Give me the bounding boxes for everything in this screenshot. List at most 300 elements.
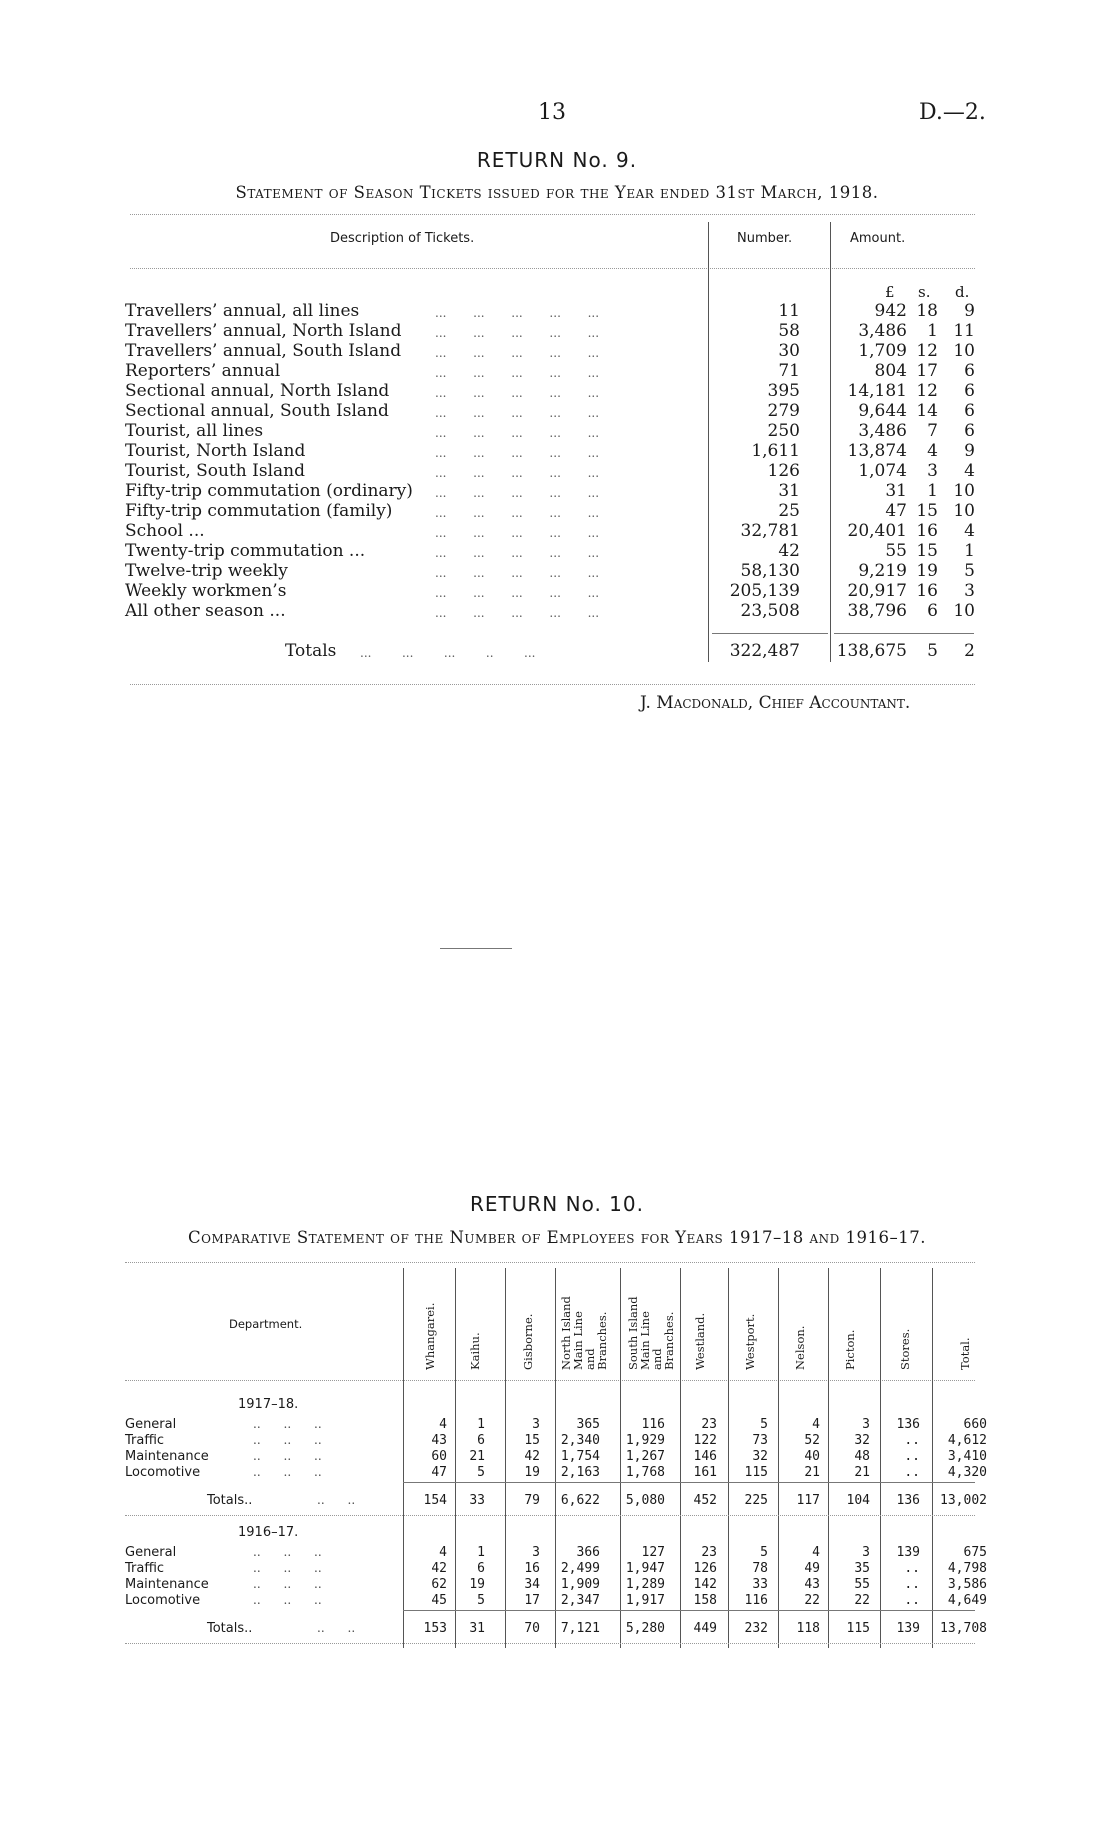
cell-value: 40 bbox=[804, 1449, 820, 1464]
amount-pounds: 14,181 bbox=[847, 381, 907, 401]
total-value: 70 bbox=[524, 1621, 540, 1636]
totals-pounds: 138,675 bbox=[836, 641, 907, 661]
col-number-header: Number. bbox=[737, 231, 793, 246]
subtotal-rule bbox=[403, 1610, 975, 1611]
totals-number: 322,487 bbox=[729, 641, 800, 661]
cell-value: 3 bbox=[532, 1417, 540, 1432]
cell-value: 136 bbox=[896, 1417, 920, 1432]
cell-value: 5 bbox=[477, 1593, 485, 1608]
cell-value: 146 bbox=[693, 1449, 717, 1464]
col-amount-header: Amount. bbox=[850, 231, 906, 246]
cell-value: 122 bbox=[693, 1433, 717, 1448]
total-value: 225 bbox=[744, 1493, 768, 1508]
cell-value: 19 bbox=[469, 1577, 485, 1592]
amount-shillings: 14 bbox=[916, 401, 938, 421]
totals-label: Totals bbox=[285, 641, 337, 661]
cell-value: 142 bbox=[693, 1577, 717, 1592]
cell-value: 3,410 bbox=[947, 1449, 987, 1464]
return9-row bbox=[125, 321, 975, 341]
amount-pence: 6 bbox=[964, 381, 975, 401]
ticket-number: 32,781 bbox=[740, 521, 800, 541]
employee-row bbox=[125, 1448, 985, 1465]
ticket-number: 30 bbox=[778, 341, 800, 361]
ticket-description: Twenty-trip commutation ... bbox=[125, 541, 366, 561]
cell-value: .. bbox=[904, 1449, 920, 1464]
rule bbox=[130, 268, 975, 269]
totals-shillings: 5 bbox=[927, 641, 938, 661]
year-heading: 1917–18. bbox=[238, 1397, 299, 1412]
return9-row bbox=[125, 521, 975, 541]
cell-value: 116 bbox=[641, 1417, 665, 1432]
amount-shillings: 19 bbox=[916, 561, 938, 581]
leader-dots: ... ... ... ... ... bbox=[435, 486, 600, 500]
ticket-description: Travellers’ annual, South Island bbox=[125, 341, 402, 361]
amount-shillings: 1 bbox=[927, 321, 938, 341]
year-heading: 1916–17. bbox=[238, 1525, 299, 1540]
ticket-description: Tourist, North Island bbox=[125, 441, 306, 461]
total-value: 118 bbox=[796, 1621, 820, 1636]
column-header bbox=[945, 1270, 985, 1370]
amount-pounds: 9,644 bbox=[858, 401, 907, 421]
amount-shillings: 18 bbox=[916, 301, 938, 321]
leader-dots: ... ... ... ... ... bbox=[435, 566, 600, 580]
amount-shillings: 12 bbox=[916, 381, 938, 401]
leader-dots: ... ... ... ... ... bbox=[435, 606, 600, 620]
return9-row bbox=[125, 341, 975, 361]
unit-pounds: £ bbox=[885, 283, 895, 301]
cell-value: 116 bbox=[744, 1593, 768, 1608]
cell-value: 126 bbox=[693, 1561, 717, 1576]
cell-value: 6 bbox=[477, 1433, 485, 1448]
leader-dots: ... ... ... .. ... bbox=[360, 646, 536, 660]
rule bbox=[130, 214, 975, 215]
ticket-number: 205,139 bbox=[729, 581, 800, 601]
cell-value: 19 bbox=[524, 1465, 540, 1480]
rule bbox=[125, 1262, 975, 1263]
leader-dots: .. .. .. bbox=[253, 1433, 322, 1447]
department-label: Maintenance bbox=[125, 1577, 209, 1592]
ticket-number: 42 bbox=[778, 541, 800, 561]
total-value: 33 bbox=[469, 1493, 485, 1508]
column-header-label: Picton. bbox=[843, 1329, 857, 1370]
ticket-number: 1,611 bbox=[751, 441, 800, 461]
amount-pence: 9 bbox=[964, 301, 975, 321]
cell-value: 675 bbox=[963, 1545, 987, 1560]
column-header bbox=[410, 1270, 450, 1370]
cell-value: .. bbox=[904, 1593, 920, 1608]
return9-row bbox=[125, 541, 975, 561]
amount-shillings: 1 bbox=[927, 481, 938, 501]
col-description-header: Description of Tickets. bbox=[330, 231, 475, 246]
return9-row bbox=[125, 441, 975, 461]
leader-dots: .. .. .. bbox=[253, 1449, 322, 1463]
total-value: 452 bbox=[693, 1493, 717, 1508]
column-header-label: Whangarei. bbox=[423, 1302, 437, 1370]
amount-pounds: 31 bbox=[885, 481, 907, 501]
totals-pence: 2 bbox=[964, 641, 975, 661]
column-header-label: Westland. bbox=[693, 1312, 707, 1370]
department-label: General bbox=[125, 1545, 177, 1560]
cell-value: 5 bbox=[760, 1417, 768, 1432]
amount-shillings: 7 bbox=[927, 421, 938, 441]
cell-value: 660 bbox=[963, 1417, 987, 1432]
cell-value: 62 bbox=[431, 1577, 447, 1592]
cell-value: 366 bbox=[576, 1545, 600, 1560]
amount-pence: 4 bbox=[964, 461, 975, 481]
cell-value: 16 bbox=[524, 1561, 540, 1576]
cell-value: 2,347 bbox=[560, 1593, 600, 1608]
leader-dots: .. .. .. bbox=[253, 1417, 322, 1431]
document-reference: D.—2. bbox=[919, 100, 986, 125]
amount-pence: 11 bbox=[953, 321, 975, 341]
unit-shillings: s. bbox=[918, 283, 931, 301]
cell-value: 6 bbox=[477, 1561, 485, 1576]
return9-row bbox=[125, 601, 975, 621]
return9-row bbox=[125, 481, 975, 501]
cell-value: 4,649 bbox=[947, 1593, 987, 1608]
totals-row bbox=[125, 1492, 985, 1509]
cell-value: 161 bbox=[693, 1465, 717, 1480]
total-value: 104 bbox=[846, 1493, 870, 1508]
column-header-label: North Island Main Line and Branches. bbox=[559, 1296, 609, 1370]
ticket-description: Tourist, South Island bbox=[125, 461, 305, 481]
ticket-description: Travellers’ annual, North Island bbox=[125, 321, 402, 341]
total-value: 153 bbox=[423, 1621, 447, 1636]
ticket-description: Reporters’ annual bbox=[125, 361, 281, 381]
ticket-number: 58,130 bbox=[740, 561, 800, 581]
cell-value: 22 bbox=[804, 1593, 820, 1608]
cell-value: 42 bbox=[431, 1561, 447, 1576]
leader-dots: ... ... ... ... ... bbox=[435, 526, 600, 540]
amount-pounds: 47 bbox=[885, 501, 907, 521]
subtotal-rule bbox=[403, 1482, 975, 1483]
amount-pounds: 1,709 bbox=[858, 341, 907, 361]
return9-subtitle: Statement of Season Tickets issued for the Year ended 31st March, 1918. bbox=[235, 183, 879, 202]
return9-row bbox=[125, 561, 975, 581]
ticket-description: Weekly workmen’s bbox=[125, 581, 287, 601]
leader-dots: .. .. .. bbox=[253, 1465, 322, 1479]
cell-value: 52 bbox=[804, 1433, 820, 1448]
cell-value: 34 bbox=[524, 1577, 540, 1592]
leader-dots: ... ... ... ... ... bbox=[435, 466, 600, 480]
cell-value: 4 bbox=[439, 1545, 447, 1560]
amount-pence: 10 bbox=[953, 601, 975, 621]
total-value: 13,708 bbox=[940, 1621, 987, 1636]
cell-value: 1,917 bbox=[625, 1593, 665, 1608]
ticket-description: Tourist, all lines bbox=[125, 421, 264, 441]
cell-value: 4,798 bbox=[947, 1561, 987, 1576]
amount-pounds: 13,874 bbox=[847, 441, 907, 461]
ticket-number: 25 bbox=[778, 501, 800, 521]
return9-title: RETURN No. 9. bbox=[476, 148, 638, 172]
leader-dots: ... ... ... ... ... bbox=[435, 366, 600, 380]
cell-value: 1,929 bbox=[625, 1433, 665, 1448]
leader-dots: ... ... ... ... ... bbox=[435, 306, 600, 320]
ticket-description: School ... bbox=[125, 521, 205, 541]
cell-value: 5 bbox=[760, 1545, 768, 1560]
column-header bbox=[780, 1270, 820, 1370]
total-value: 7,121 bbox=[560, 1621, 600, 1636]
ticket-number: 279 bbox=[767, 401, 800, 421]
total-value: 139 bbox=[896, 1621, 920, 1636]
leader-dots: .. .. .. bbox=[253, 1593, 322, 1607]
rule bbox=[125, 1643, 975, 1644]
cell-value: 35 bbox=[854, 1561, 870, 1576]
cell-value: 21 bbox=[854, 1465, 870, 1480]
ticket-description: Sectional annual, North Island bbox=[125, 381, 390, 401]
cell-value: 17 bbox=[524, 1593, 540, 1608]
total-value: 13,002 bbox=[940, 1493, 987, 1508]
amount-pounds: 3,486 bbox=[858, 421, 907, 441]
cell-value: 21 bbox=[469, 1449, 485, 1464]
amount-pence: 10 bbox=[953, 341, 975, 361]
return9-row bbox=[125, 361, 975, 381]
leader-dots: .. .. bbox=[317, 1493, 356, 1507]
employee-row bbox=[125, 1432, 985, 1449]
cell-value: 4 bbox=[439, 1417, 447, 1432]
cell-value: 4 bbox=[812, 1545, 820, 1560]
amount-shillings: 15 bbox=[916, 541, 938, 561]
cell-value: 1,289 bbox=[625, 1577, 665, 1592]
column-header bbox=[885, 1270, 925, 1370]
department-label: Traffic bbox=[125, 1433, 165, 1448]
ticket-description: Fifty-trip commutation (ordinary) bbox=[125, 481, 413, 501]
amount-pounds: 20,917 bbox=[847, 581, 907, 601]
rule bbox=[125, 1380, 975, 1381]
column-header bbox=[455, 1270, 495, 1370]
employee-row bbox=[125, 1464, 985, 1481]
leader-dots: ... ... ... ... ... bbox=[435, 326, 600, 340]
leader-dots: ... ... ... ... ... bbox=[435, 386, 600, 400]
cell-value: 1,267 bbox=[625, 1449, 665, 1464]
column-header-label: South Island Main Line and Branches. bbox=[626, 1296, 676, 1370]
cell-value: 55 bbox=[854, 1577, 870, 1592]
amount-pounds: 3,486 bbox=[858, 321, 907, 341]
cell-value: .. bbox=[904, 1433, 920, 1448]
column-header-label: Westport. bbox=[743, 1313, 757, 1370]
column-header bbox=[730, 1270, 770, 1370]
total-value: 449 bbox=[693, 1621, 717, 1636]
cell-value: 4 bbox=[812, 1417, 820, 1432]
amount-pounds: 804 bbox=[874, 361, 907, 381]
return9-row bbox=[125, 501, 975, 521]
amount-pounds: 20,401 bbox=[847, 521, 907, 541]
cell-value: 1 bbox=[477, 1545, 485, 1560]
employee-row bbox=[125, 1560, 985, 1577]
amount-pence: 6 bbox=[964, 421, 975, 441]
cell-value: 23 bbox=[701, 1545, 717, 1560]
leader-dots: ... ... ... ... ... bbox=[435, 406, 600, 420]
unit-pence: d. bbox=[955, 283, 970, 301]
cell-value: 43 bbox=[804, 1577, 820, 1592]
amount-pence: 9 bbox=[964, 441, 975, 461]
cell-value: 21 bbox=[804, 1465, 820, 1480]
total-value: 5,280 bbox=[625, 1621, 665, 1636]
cell-value: 49 bbox=[804, 1561, 820, 1576]
amount-pence: 6 bbox=[964, 401, 975, 421]
amount-shillings: 4 bbox=[927, 441, 938, 461]
cell-value: 73 bbox=[752, 1433, 768, 1448]
amount-pence: 10 bbox=[953, 481, 975, 501]
cell-value: 1,754 bbox=[560, 1449, 600, 1464]
return10-title: RETURN No. 10. bbox=[470, 1192, 644, 1216]
leader-dots: ... ... ... ... ... bbox=[435, 426, 600, 440]
ticket-description: Twelve-trip weekly bbox=[125, 561, 288, 581]
cell-value: 4,320 bbox=[947, 1465, 987, 1480]
cell-value: 32 bbox=[752, 1449, 768, 1464]
cell-value: 115 bbox=[744, 1465, 768, 1480]
column-header-label: Stores. bbox=[898, 1328, 912, 1370]
cell-value: 4,612 bbox=[947, 1433, 987, 1448]
totals-label: Totals.. bbox=[207, 1493, 253, 1508]
cell-value: 1,768 bbox=[625, 1465, 665, 1480]
leader-dots: .. .. .. bbox=[253, 1545, 322, 1559]
leader-dots: .. .. bbox=[317, 1621, 356, 1635]
amount-pence: 5 bbox=[964, 561, 975, 581]
return9-row bbox=[125, 581, 975, 601]
employee-row bbox=[125, 1416, 985, 1433]
ticket-number: 23,508 bbox=[740, 601, 800, 621]
cell-value: 33 bbox=[752, 1577, 768, 1592]
section-separator bbox=[440, 948, 512, 949]
cell-value: 15 bbox=[524, 1433, 540, 1448]
total-value: 117 bbox=[796, 1493, 820, 1508]
department-label: General bbox=[125, 1417, 177, 1432]
cell-value: 3 bbox=[862, 1417, 870, 1432]
leader-dots: .. .. .. bbox=[253, 1561, 322, 1575]
employee-row bbox=[125, 1576, 985, 1593]
leader-dots: ... ... ... ... ... bbox=[435, 546, 600, 560]
cell-value: 5 bbox=[477, 1465, 485, 1480]
totals-row bbox=[125, 1620, 985, 1637]
cell-value: 3 bbox=[532, 1545, 540, 1560]
cell-value: 365 bbox=[576, 1417, 600, 1432]
leader-dots: ... ... ... ... ... bbox=[435, 346, 600, 360]
department-label: Locomotive bbox=[125, 1593, 201, 1608]
return9-totals-row bbox=[125, 641, 975, 661]
employee-row bbox=[125, 1592, 985, 1609]
cell-value: 60 bbox=[431, 1449, 447, 1464]
amount-pence: 1 bbox=[964, 541, 975, 561]
amount-pence: 4 bbox=[964, 521, 975, 541]
column-header-label: Kaihu. bbox=[468, 1332, 482, 1370]
department-label: Traffic bbox=[125, 1561, 165, 1576]
cell-value: 2,163 bbox=[560, 1465, 600, 1480]
cell-value: 42 bbox=[524, 1449, 540, 1464]
cell-value: 158 bbox=[693, 1593, 717, 1608]
totals-rule bbox=[834, 633, 974, 634]
amount-pounds: 38,796 bbox=[847, 601, 907, 621]
amount-shillings: 6 bbox=[927, 601, 938, 621]
column-header bbox=[830, 1270, 870, 1370]
ticket-number: 250 bbox=[767, 421, 800, 441]
column-header bbox=[625, 1270, 676, 1370]
return9-row bbox=[125, 301, 975, 321]
ticket-number: 31 bbox=[778, 481, 800, 501]
cell-value: 127 bbox=[641, 1545, 665, 1560]
amount-shillings: 12 bbox=[916, 341, 938, 361]
cell-value: .. bbox=[904, 1577, 920, 1592]
totals-rule bbox=[712, 633, 828, 634]
cell-value: 22 bbox=[854, 1593, 870, 1608]
total-value: 136 bbox=[896, 1493, 920, 1508]
return9-row bbox=[125, 401, 975, 421]
column-header bbox=[508, 1270, 548, 1370]
leader-dots: .. .. .. bbox=[253, 1577, 322, 1591]
return9-row bbox=[125, 461, 975, 481]
cell-value: 2,340 bbox=[560, 1433, 600, 1448]
ticket-description: Sectional annual, South Island bbox=[125, 401, 389, 421]
leader-dots: ... ... ... ... ... bbox=[435, 446, 600, 460]
employee-row bbox=[125, 1544, 985, 1561]
cell-value: 1,947 bbox=[625, 1561, 665, 1576]
page-number: 13 bbox=[538, 100, 566, 125]
cell-value: 32 bbox=[854, 1433, 870, 1448]
amount-pounds: 942 bbox=[874, 301, 907, 321]
cell-value: .. bbox=[904, 1561, 920, 1576]
department-label: Maintenance bbox=[125, 1449, 209, 1464]
amount-shillings: 17 bbox=[916, 361, 938, 381]
department-label: Locomotive bbox=[125, 1465, 201, 1480]
amount-shillings: 16 bbox=[916, 521, 938, 541]
column-header-label: Gisborne. bbox=[521, 1313, 535, 1370]
return10-subtitle: Comparative Statement of the Number of Employees for Years 1917–18 and 1916–17. bbox=[188, 1228, 926, 1247]
signature: J. Macdonald, Chief Accountant. bbox=[640, 693, 911, 713]
ticket-number: 126 bbox=[767, 461, 800, 481]
col-department-header: Department. bbox=[229, 1317, 303, 1331]
amount-pounds: 55 bbox=[885, 541, 907, 561]
column-header-label: Nelson. bbox=[793, 1325, 807, 1370]
cell-value: 1 bbox=[477, 1417, 485, 1432]
cell-value: 3 bbox=[862, 1545, 870, 1560]
ticket-number: 58 bbox=[778, 321, 800, 341]
amount-pence: 10 bbox=[953, 501, 975, 521]
amount-pence: 6 bbox=[964, 361, 975, 381]
amount-shillings: 3 bbox=[927, 461, 938, 481]
cell-value: 23 bbox=[701, 1417, 717, 1432]
column-header bbox=[680, 1270, 720, 1370]
total-value: 232 bbox=[744, 1621, 768, 1636]
rule bbox=[125, 1515, 975, 1516]
ticket-description: Travellers’ annual, all lines bbox=[125, 301, 360, 321]
total-value: 5,080 bbox=[625, 1493, 665, 1508]
cell-value: 3,586 bbox=[947, 1577, 987, 1592]
cell-value: 45 bbox=[431, 1593, 447, 1608]
amount-pounds: 1,074 bbox=[858, 461, 907, 481]
cell-value: .. bbox=[904, 1465, 920, 1480]
ticket-number: 11 bbox=[778, 301, 800, 321]
cell-value: 47 bbox=[431, 1465, 447, 1480]
cell-value: 78 bbox=[752, 1561, 768, 1576]
total-value: 31 bbox=[469, 1621, 485, 1636]
amount-pounds: 9,219 bbox=[858, 561, 907, 581]
amount-shillings: 16 bbox=[916, 581, 938, 601]
cell-value: 1,909 bbox=[560, 1577, 600, 1592]
column-header-label: Total. bbox=[958, 1337, 972, 1370]
rule bbox=[130, 684, 975, 685]
ticket-number: 395 bbox=[767, 381, 800, 401]
cell-value: 48 bbox=[854, 1449, 870, 1464]
amount-pence: 3 bbox=[964, 581, 975, 601]
column-header bbox=[558, 1270, 609, 1370]
amount-shillings: 15 bbox=[916, 501, 938, 521]
ticket-description: Fifty-trip commutation (family) bbox=[125, 501, 393, 521]
ticket-description: All other season ... bbox=[125, 601, 286, 621]
cell-value: 139 bbox=[896, 1545, 920, 1560]
cell-value: 43 bbox=[431, 1433, 447, 1448]
ticket-number: 71 bbox=[778, 361, 800, 381]
totals-label: Totals.. bbox=[207, 1621, 253, 1636]
